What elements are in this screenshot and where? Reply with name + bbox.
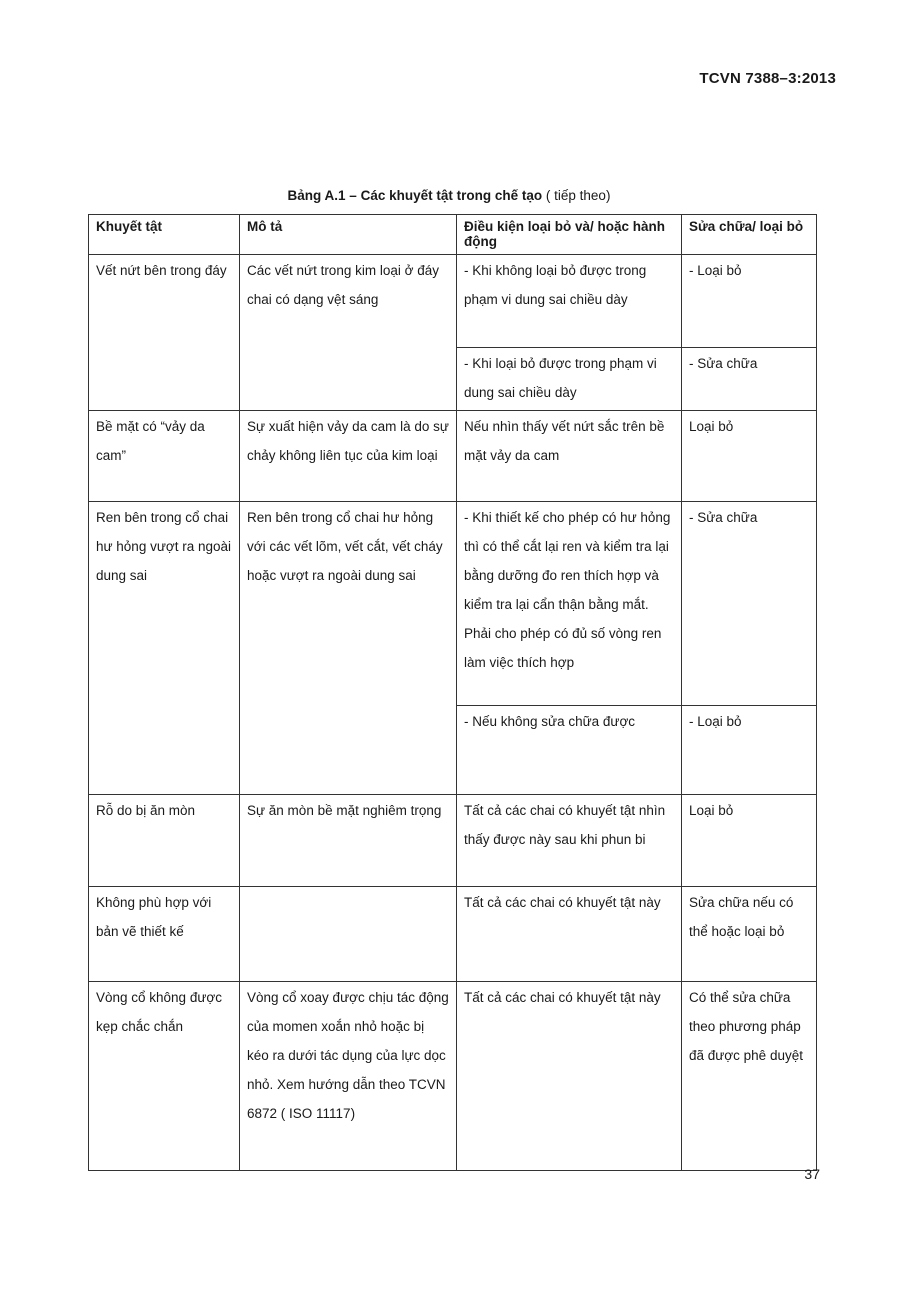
defect-cell: Bề mặt có “vảy da cam”	[89, 411, 240, 502]
action-cell: - Sửa chữa	[682, 502, 817, 706]
condition-cell: Tất cả các chai có khuyết tật này	[457, 887, 682, 982]
caption-title: Các khuyết tật trong chế tạo	[360, 188, 543, 203]
description-cell: Vòng cổ xoay được chịu tác động của momen xoắn nhỏ hoặc bị kéo ra dưới tác dụng của lực dọc nhỏ. Xem hướng dẫn theo TCVN 6872 ( ISO 11117)	[240, 982, 457, 1171]
action-cell: Loại bỏ	[682, 411, 817, 502]
description-cell	[240, 887, 457, 982]
caption-continued: ( tiếp theo)	[545, 188, 611, 203]
action-cell: - Loại bỏ	[682, 255, 817, 348]
condition-cell: - Nếu không sửa chữa được	[457, 706, 682, 795]
table-row	[89, 502, 817, 706]
condition-cell: - Khi loại bỏ được trong phạm vi dung sai chiều dày	[457, 348, 682, 411]
column-header: Mô tả	[240, 215, 457, 255]
caption-label: Bảng A.1 –	[287, 188, 357, 203]
column-header: Sửa chữa/ loại bỏ	[682, 215, 817, 255]
table-row	[89, 795, 817, 887]
defect-cell: Không phù hợp với bản vẽ thiết kế	[89, 887, 240, 982]
table-row	[89, 255, 817, 348]
action-cell: Có thể sửa chữa theo phương pháp đã được phê duyệt	[682, 982, 817, 1171]
defects-table	[88, 214, 817, 1171]
condition-cell: - Khi không loại bỏ được trong phạm vi dung sai chiều dày	[457, 255, 682, 348]
defect-cell: Vết nứt bên trong đáy	[89, 255, 240, 411]
description-cell: Sự xuất hiện vảy da cam là do sự chảy không liên tục của kim loại	[240, 411, 457, 502]
table-row	[89, 887, 817, 982]
table-row	[89, 411, 817, 502]
condition-cell: Nếu nhìn thấy vết nứt sắc trên bề mặt vảy da cam	[457, 411, 682, 502]
table-header-row	[89, 215, 817, 255]
action-cell: - Loại bỏ	[682, 706, 817, 795]
condition-cell: - Khi thiết kế cho phép có hư hỏng thì có thể cắt lại ren và kiểm tra lại bằng dưỡng đo ren thích hợp và kiểm tra lại cẩn thận bằng mắt. Phải cho phép có đủ số vòng ren làm việc thích hợp	[457, 502, 682, 706]
column-header: Điều kiện loại bỏ và/ hoặc hành động	[457, 215, 682, 255]
action-cell: Sửa chữa nếu có thể hoặc loại bỏ	[682, 887, 817, 982]
condition-cell: Tất cả các chai có khuyết tật này	[457, 982, 682, 1171]
table-row	[89, 982, 817, 1171]
action-cell: - Sửa chữa	[682, 348, 817, 411]
defect-cell: Vòng cổ không được kẹp chắc chắn	[89, 982, 240, 1171]
description-cell: Các vết nứt trong kim loại ở đáy chai có dạng vệt sáng	[240, 255, 457, 411]
action-cell: Loại bỏ	[682, 795, 817, 887]
defect-cell: Rỗ do bị ăn mòn	[89, 795, 240, 887]
description-cell: Sự ăn mòn bề mặt nghiêm trọng	[240, 795, 457, 887]
column-header: Khuyết tật	[89, 215, 240, 255]
description-cell: Ren bên trong cổ chai hư hỏng với các vết lõm, vết cắt, vết cháy hoặc vượt ra ngoài dung sai	[240, 502, 457, 795]
table-caption	[0, 188, 898, 203]
defect-cell: Ren bên trong cổ chai hư hỏng vượt ra ngoài dung sai	[89, 502, 240, 795]
standard-code: TCVN 7388–3:2013	[699, 70, 836, 87]
page-number: 37	[804, 1166, 820, 1182]
condition-cell: Tất cả các chai có khuyết tật nhìn thấy được này sau khi phun bi	[457, 795, 682, 887]
